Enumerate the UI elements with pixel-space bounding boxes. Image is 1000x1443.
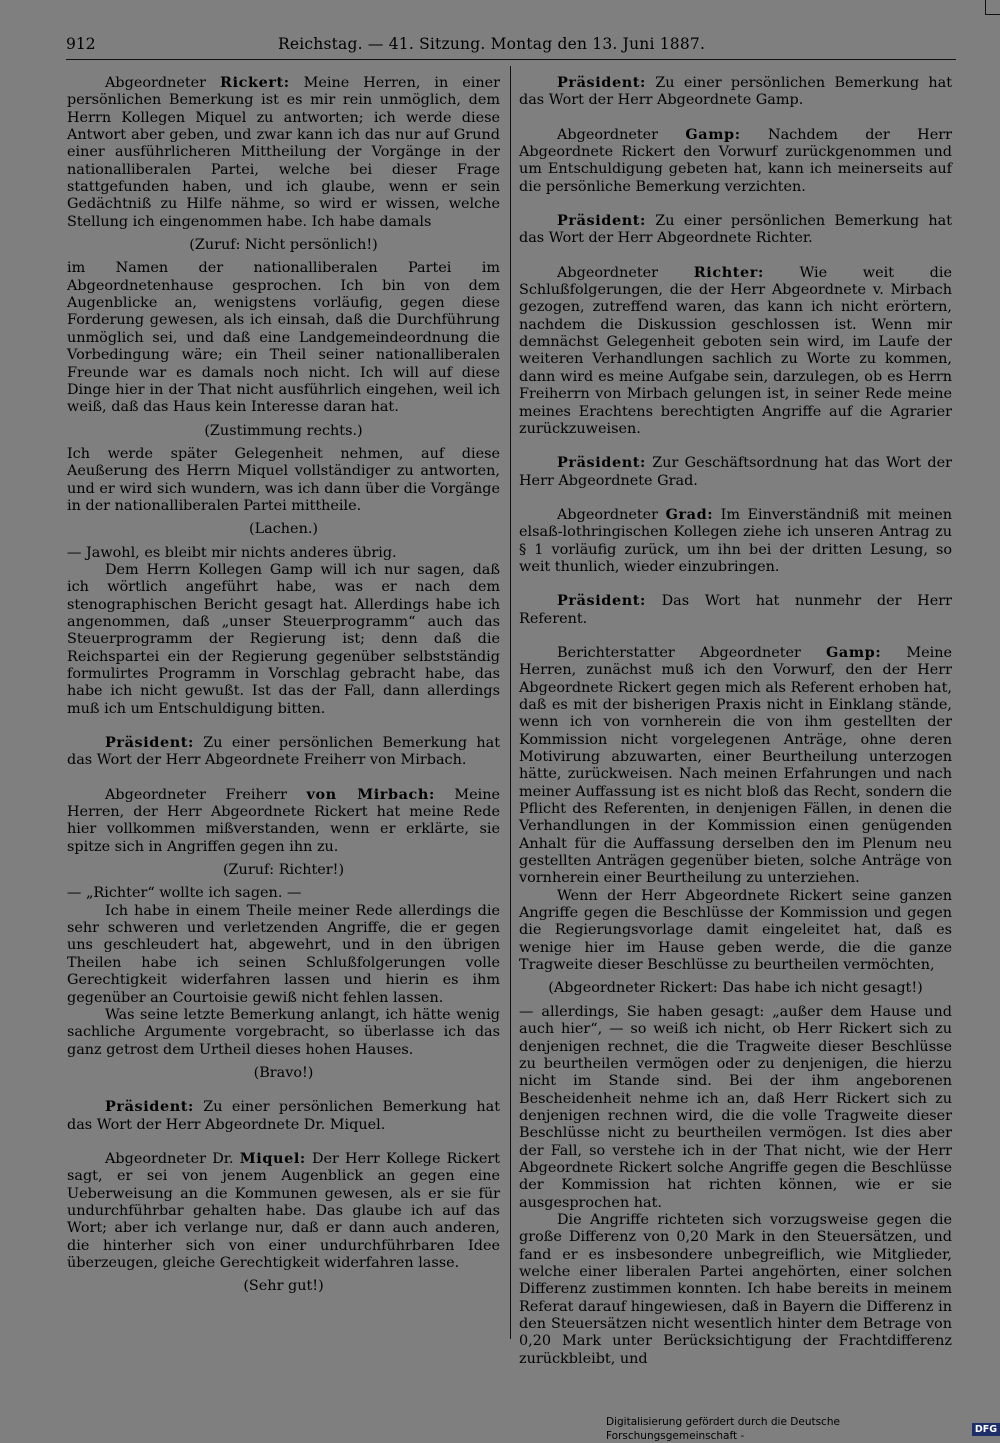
- paragraph-text: Zu einer persönlichen Bemerkung hat das Wort der Herr Abgeordnete Gamp.: [519, 75, 952, 109]
- speaker-title: Abgeordneter Dr.: [105, 1150, 240, 1167]
- paragraph-text: Ich habe in einem Theile meiner Rede allerdings die sehr schweren und verletzenden Angriffe, die er gegen uns geschleudert hat, abgewehrt, und in den übrigen Theilen habe ich seinen Schlußfolgerungen volle Gerechtigkeit widerfahren lassen und hierin es ihm gegenüber an Courtoisie gewiß nicht fehlen lassen.: [67, 902, 500, 1006]
- left-column: [67, 74, 500, 1302]
- interjection: (Zuruf: Richter!): [222, 862, 345, 879]
- interjection: (Bravo!): [253, 1064, 314, 1081]
- paragraph-text: Meine Herren, der Herr Abgeordnete Rickert hat meine Rede hier vollkommen mißverstanden, wenn er erklärte, sie spitze sich in Angriffen gegen ihn zu.: [67, 786, 500, 855]
- speaker-name: Rickert:: [220, 74, 290, 91]
- page-number: 912: [66, 35, 96, 53]
- paragraph: [519, 506, 952, 576]
- interjection: (Zustimmung rechts.): [204, 422, 363, 439]
- speaker-title: Abgeordneter: [557, 264, 694, 281]
- paragraph: [519, 1004, 952, 1212]
- paragraph-text: Zu einer persönlichen Bemerkung hat das Wort der Herr Abgeordnete Richter.: [519, 213, 952, 247]
- paragraph: [519, 264, 952, 438]
- paragraph-text: Was seine letzte Bemerkung anlangt, ich hätte wenig sachliche Argumente vorgebracht, so überlasse ich das ganz getrost dem Urtheil dieses hohen Hauses.: [67, 1006, 500, 1058]
- paragraph: [67, 1098, 500, 1134]
- speaker-name: Grad:: [665, 505, 714, 523]
- paragraph: [67, 903, 500, 1007]
- paragraph-text: Zur Geschäftsordnung hat das Wort der Herr Abgeordnete Grad.: [519, 455, 952, 489]
- paragraph-text: — Jawohl, es bleibt mir nichts anderes übrig.: [67, 544, 397, 561]
- interjection: (Sehr gut!): [243, 1278, 324, 1295]
- paragraph: [67, 786, 500, 856]
- speaker-name: Miquel:: [239, 1149, 306, 1167]
- paragraph-text: Wenn der Herr Abgeordnete Rickert seine ganzen Angriffe gegen die Beschlüsse der Kommission und gegen die Regierungsvorlage damit eingeleitet hat, daß es wenige hier im Hause geben werde, die die ganze Tragweite dieser Beschlüsse zu beurtheilen vermöchten,: [519, 887, 952, 974]
- speaker-title: Abgeordneter Freiherr: [105, 786, 307, 803]
- paragraph-text: Die Angriffe richteten sich vorzugsweise gegen die große Differenz von 0,20 Mark in den Steuersätzen, und fand er es insbesondere unbegreiflich, wie Mitglieder, welche einer liberalen Partei angehörten, einer solchen Differenz zustimmen konnten. Ich habe bereits in meinem Referat darauf hingewiesen, daß in Bayern die Differenz in den Steuersätzen nicht wesentlich hinter dem Betrage von 0,20 Mark unter Berücksichtigung der Frachtdifferenz zurückbleibt, und: [519, 1211, 952, 1367]
- paragraph: [519, 1212, 952, 1368]
- speaker-name: Präsident:: [105, 734, 194, 752]
- speaker-title: Abgeordneter: [557, 506, 666, 523]
- header-rule: [66, 59, 956, 60]
- speaker-title: Abgeordneter: [105, 75, 221, 91]
- paragraph: [519, 212, 952, 248]
- paragraph-text: — allerdings, Sie haben gesagt: „außer dem Hause und auch hier“, — so weiß ich nicht, ob Herr Rickert sich zu denjenigen rechnet, die die Tragweite dieser Beschlüsse zu beurtheilen vermögen oder zu denjenigen, die hierzu nicht im Stande sind. Bei der ihm angeborenen Bescheidenheit nehme ich an, daß Herr Rickert sich zu denjenigen rechnen wird, die die volle Tragweite dieser Beschlüsse nicht zu beurtheilen vermögen. Ist dies aber der Fall, so verstehe ich in der That nicht, wie der Herr Abgeordnete Rickert solche Angriffe gegen die Beschlüsse der Kommission hat richten können, wie er sie ausgesprochen hat.: [519, 1003, 952, 1211]
- paragraph: [67, 545, 500, 562]
- paragraph-text: Meine Herren, in einer persönlichen Bemerkung ist es mir rein unmöglich, dem Herrn Kollegen Miquel zu antworten; ich werde diese Antwort aber geben, und zwar kann ich das nur auf Grund einer ausführlicheren Mittheilung der Vorgänge in der nationalliberalen Partei, welche bei dieser Frage stattgefunden haben, und ich glaube, wenn er sein Gedächtniß zu Hilfe nähme, so wird er wissen, welche Stellung ich eingenommen habe. Ich habe damals: [67, 75, 500, 230]
- interjection: (Lachen.): [248, 521, 319, 538]
- interjection: (Abgeordneter Rickert: Das habe ich nicht gesagt!): [548, 980, 923, 997]
- interjection: (Zuruf: Nicht persönlich!): [189, 237, 378, 254]
- paragraph-text: Zu einer persönlichen Bemerkung hat das Wort der Herr Abgeordnete Freiherr von Mirbach.: [67, 735, 500, 769]
- paragraph-text: Meine Herren, zunächst muß ich den Vorwurf, den der Herr Abgeordnete Rickert gegen mich als Referent erhoben hat, daß es mit der bisherigen Praxis nicht in Einklang stände, wenn ich von vornherein die von ihm gestellten der Kommission nicht vorgelegenen Anträge, ohne deren Motivirung abzuwarten, einer Beurtheilung unterzogen hätte, zurückweisen. Nach meinen Erfahrungen und nach meiner Auffassung ist es nicht bloß das Recht, sondern die Pflicht des Referenten, in denjenigen Fällen, in denen die Verhandlungen in der Kommission einen genügenden Anhalt für die Auffassung derselben den im Plenum neu gestellten Anträgen gegenüber bieten, solche Anträge von vornherein einer Beurtheilung zu unterziehen.: [519, 644, 952, 887]
- speaker-name: Präsident:: [557, 454, 646, 472]
- paragraph-text: im Namen der nationalliberalen Partei im Abgeordnetenhause gesprochen. Ich bin von dem Augenblicke an, wenigstens vorläufig, gegen diese Forderung gewesen, als ich einsah, daß die Durchführung unmöglich sei, und daß eine Landgemeindeordnung die Vorbedingung wäre; ein Theil seiner nationalliberalen Freunde war es damals noch nicht. Ich will auf diese Dinge hier in der That nicht ausführlich eingehen, weil ich weiß, daß das Haus kein Interesse daran hat.: [67, 260, 500, 416]
- paragraph-text: — „Richter“ wollte ich sagen. —: [67, 885, 302, 902]
- paragraph: [67, 1007, 500, 1059]
- footer: [606, 1415, 1000, 1443]
- paragraph: [519, 644, 952, 888]
- paragraph: [67, 562, 500, 718]
- paragraph: [519, 454, 952, 490]
- speaker-title: Abgeordneter: [557, 126, 686, 143]
- paragraph: [67, 446, 500, 515]
- paragraph-text: Zu einer persönlichen Bemerkung hat das Wort der Herr Abgeordnete Dr. Miquel.: [67, 1099, 500, 1133]
- speaker-name: Präsident:: [557, 592, 646, 610]
- paragraph: [519, 888, 952, 975]
- corner-crop-mark: [985, 0, 1000, 15]
- paragraph: [67, 1150, 500, 1272]
- speaker-name: Richter:: [693, 263, 764, 281]
- paragraph: [67, 734, 500, 770]
- speaker-name: Präsident:: [557, 74, 646, 91]
- paragraph-text: Ich werde später Gelegenheit nehmen, auf diese Aeußerung des Herrn Miquel vollständiger zu antworten, und er wird sich wundern, was ich dann über die Vorgänge in der nationalliberalen Partei mittheile.: [67, 445, 500, 514]
- paragraph: [67, 885, 500, 902]
- page-header: [66, 32, 956, 56]
- footer-credit: Digitalisierung gefördert durch die Deutsche Forschungsgemeinschaft -: [606, 1416, 840, 1442]
- running-title: Reichstag. — 41. Sitzung. Montag den 13. Juni 1887.: [278, 35, 706, 53]
- speaker-name: Präsident:: [557, 212, 646, 230]
- paragraph-text: Wie weit die Schlußfolgerungen, die der Herr Abgeordnete v. Mirbach gezogen, zutreffend waren, das kann ich nicht erörtern, nachdem die Diskussion geschlossen ist. Wenn mir demnächst Gelegenheit geboten sein wird, im Laufe der weiteren Verhandlungen sachlich zu Worte zu kommen, dann wird es meine Aufgabe sein, darzulegen, ob es Herrn Freiherrn von Mirbach gelungen ist, in seiner Rede meine meines Erachtens berechtigten Angriffe auf die Agrarier zurückzuweisen.: [519, 264, 952, 437]
- speaker-name: Gamp:: [685, 125, 741, 143]
- speaker-title: Berichterstatter Abgeordneter: [557, 644, 827, 661]
- speaker-name: Gamp:: [826, 643, 882, 661]
- paragraph: [519, 592, 952, 628]
- paragraph-text: Das Wort hat nunmehr der Herr Referent.: [519, 593, 952, 627]
- paragraph-text: Der Herr Kollege Rickert sagt, er sei von jenem Augenblick an gegen eine Ueberweisung an die Kommunen gewesen, als er sie für undurchführbar gehalten habe. Das glaube ich auf das Wort; aber ich verlange nur, daß er dann auch anderen, die hinterher sich von einer undurchführbaren Idee überzeugen, gleiche Gerechtigkeit widerfahren lasse.: [67, 1150, 501, 1271]
- paragraph: [519, 74, 952, 110]
- right-column: [519, 74, 952, 1368]
- speaker-name: von Mirbach:: [306, 785, 435, 803]
- paragraph-text: Im Einverständniß mit meinen elsaß-lothringischen Kollegen ziehe ich unseren Antrag zu § 1 vorläufig zurück, um ihn bei der dritten Lesung, so weit thunlich, wieder einzubringen.: [519, 506, 952, 575]
- paragraph: [67, 74, 500, 231]
- paragraph: [67, 260, 500, 416]
- paragraph: [519, 126, 952, 196]
- paragraph-text: Nachdem der Herr Abgeordnete Rickert den Vorwurf zurückgenommen und um Entschuldigung gebeten hat, kann ich meinerseits auf die persönliche Bemerkung verzichten.: [519, 126, 952, 195]
- speaker-name: Präsident:: [105, 1098, 194, 1116]
- paragraph-text: Dem Herrn Kollegen Gamp will ich nur sagen, daß ich wörtlich angeführt habe, was er nach dem stenographischen Bericht gesagt hat. Allerdings habe ich angenommen, daß „unser Steuerprogramm“ auch das Steuerprogramm der Regierung ist; denn daß die Reichspartei ein der Regierung gegenüber selbstständig formulirtes Programm in Vorschlag gebracht habe, das habe ich nicht gewußt. Ist das der Fall, dann allerdings muß ich um Entschuldigung bitten.: [67, 561, 500, 717]
- column-divider: [510, 66, 511, 1339]
- dfg-logo: DFG: [972, 1423, 1000, 1436]
